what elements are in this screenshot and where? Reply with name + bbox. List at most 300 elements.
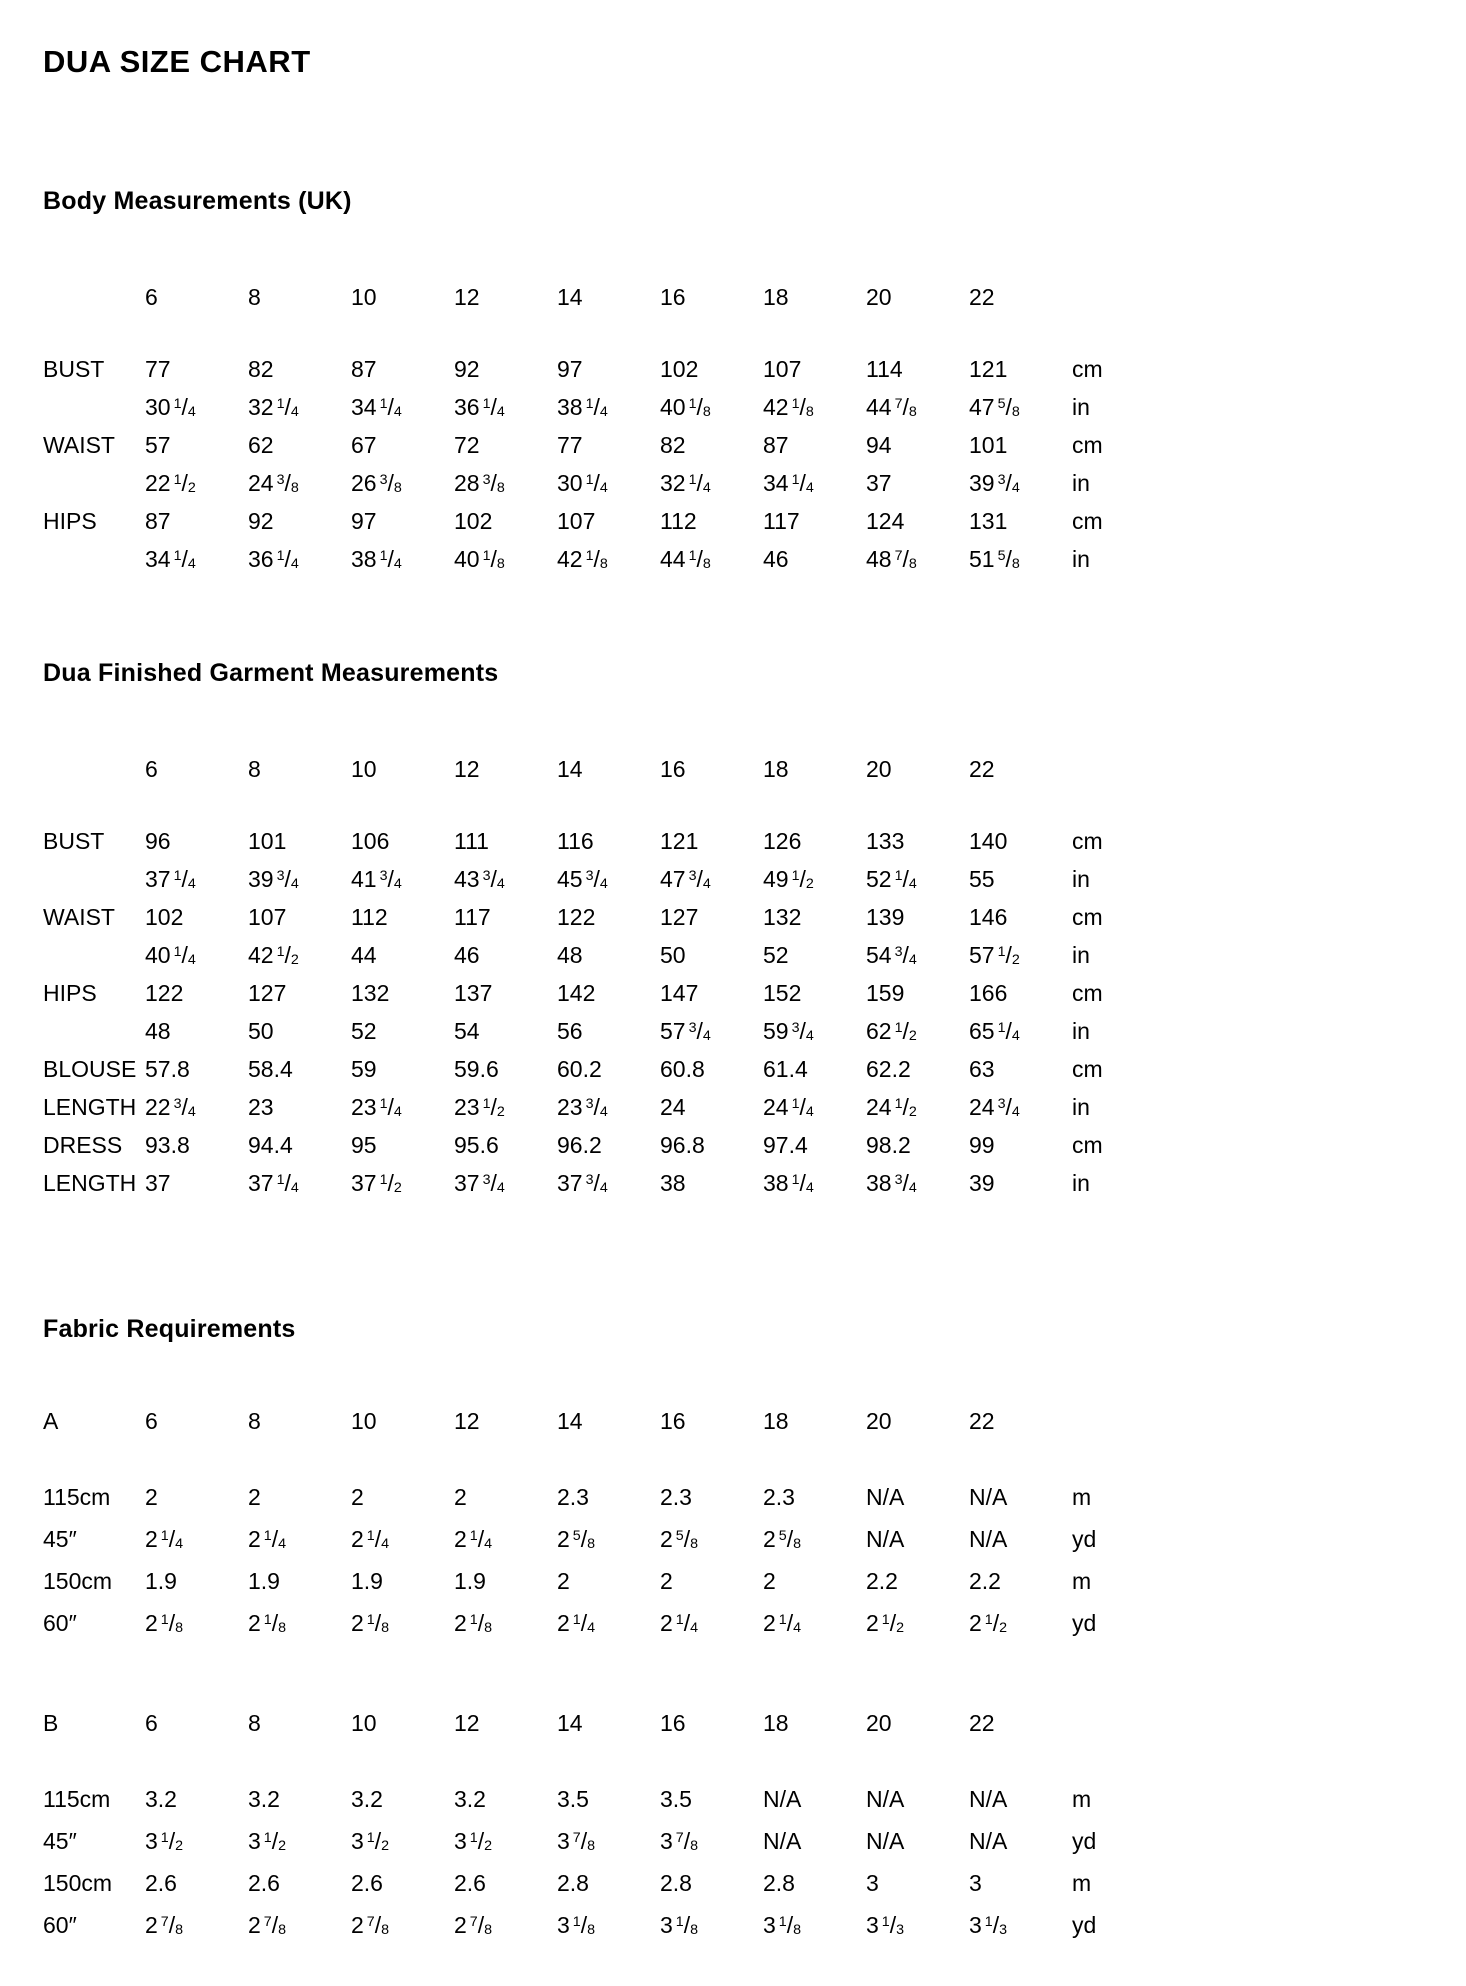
cell-value: 67 <box>351 432 377 458</box>
fraction-value: $^3/_8$ <box>482 470 505 496</box>
size-column-header: 12 <box>454 1710 480 1736</box>
cell-value: 24 <box>660 1094 686 1120</box>
cell-value: 96 <box>145 828 171 854</box>
fraction-value: $^3/_4$ <box>791 1018 814 1044</box>
cell-value: 38 $^1/_4$ <box>557 394 608 420</box>
cell-value: 41 $^3/_4$ <box>351 866 402 892</box>
row-label: LENGTH <box>43 1170 137 1196</box>
size-column-header: 16 <box>660 1408 686 1434</box>
fraction-value: $^1/_2$ <box>379 1170 402 1196</box>
table-row <box>43 1476 1436 1518</box>
cell-value: 37 <box>866 470 892 496</box>
fraction-value: $^3/_4$ <box>482 866 505 892</box>
cell-value: 37 <box>145 1170 171 1196</box>
fraction-value: $^1/_2$ <box>881 1610 905 1636</box>
fraction-value: $^1/_8$ <box>469 1610 493 1636</box>
cell-value: N/A <box>969 1526 1008 1552</box>
unit-label: yd <box>1072 1912 1097 1938</box>
fraction-value: $^3/_4$ <box>482 1170 505 1196</box>
cell-value: 152 <box>763 980 802 1006</box>
cell-value: N/A <box>866 1484 905 1510</box>
fraction-value: $^1/_8$ <box>778 1912 802 1938</box>
cell-value: 45 $^3/_4$ <box>557 866 608 892</box>
cell-value: 97 <box>557 356 583 382</box>
fraction-value: $^1/_4$ <box>688 470 711 496</box>
unit-label: cm <box>1072 1056 1103 1082</box>
cell-value: 52 <box>763 942 789 968</box>
row-label: 45″ <box>43 1526 77 1552</box>
cell-value: 60.8 <box>660 1056 705 1082</box>
row-label: BUST <box>43 356 105 382</box>
fraction-value: $^1/_4$ <box>263 1526 287 1552</box>
cell-value: N/A <box>866 1526 905 1552</box>
cell-value: 2 $^7/_8$ <box>351 1912 390 1938</box>
cell-value: 36 $^1/_4$ <box>454 394 505 420</box>
fraction-value: $^3/_4$ <box>276 866 299 892</box>
fraction-value: $^7/_8$ <box>366 1912 390 1938</box>
size-column-header: 10 <box>351 756 377 782</box>
unit-label: yd <box>1072 1526 1097 1552</box>
cell-value: 102 <box>145 904 184 930</box>
size-column-header: 22 <box>969 1408 995 1434</box>
size-column-header: 14 <box>557 1710 583 1736</box>
table-row <box>43 822 1436 860</box>
cell-value: N/A <box>969 1828 1008 1854</box>
cell-value: 2 <box>763 1568 776 1594</box>
cell-value: 139 <box>866 904 905 930</box>
cell-value: 98.2 <box>866 1132 911 1158</box>
cell-value: 121 <box>660 828 699 854</box>
table-row <box>43 1820 1436 1862</box>
size-column-header: 22 <box>969 1710 995 1736</box>
cell-value: 132 <box>351 980 390 1006</box>
cell-value: 24 $^3/_4$ <box>969 1094 1020 1120</box>
table-row <box>43 464 1436 502</box>
size-column-header: 12 <box>454 756 480 782</box>
unit-label: m <box>1072 1870 1092 1896</box>
row-label: HIPS <box>43 508 97 534</box>
cell-value: 34 $^1/_4$ <box>351 394 402 420</box>
size-column-header: 14 <box>557 756 583 782</box>
cell-value: 122 <box>557 904 596 930</box>
section-body-measurements <box>43 186 1436 578</box>
cell-value: 59 $^3/_4$ <box>763 1018 814 1044</box>
fraction-value: $^1/_4$ <box>379 546 402 572</box>
row-label: 60″ <box>43 1610 77 1636</box>
cell-value: 2 $^1/_4$ <box>763 1610 802 1636</box>
cell-value: 2.6 <box>145 1870 177 1896</box>
cell-value: 3.2 <box>145 1786 177 1812</box>
fraction-value: $^1/_8$ <box>263 1610 287 1636</box>
size-header-row <box>43 754 1436 784</box>
fraction-value: $^1/_2$ <box>173 470 196 496</box>
cell-value: 59.6 <box>454 1056 499 1082</box>
cell-value: 127 <box>660 904 699 930</box>
cell-value: 3.5 <box>557 1786 589 1812</box>
cell-value: 40 $^1/_8$ <box>660 394 711 420</box>
cell-value: 2.3 <box>763 1484 795 1510</box>
cell-value: 51 $^5/_8$ <box>969 546 1020 572</box>
cell-value: 93.8 <box>145 1132 190 1158</box>
unit-label: cm <box>1072 1132 1103 1158</box>
size-column-header: 10 <box>351 1710 377 1736</box>
cell-value: 2.3 <box>557 1484 589 1510</box>
size-column-header: 6 <box>145 284 158 310</box>
size-column-header: 18 <box>763 1408 789 1434</box>
fraction-value: $^1/_8$ <box>791 394 814 420</box>
fraction-value: $^3/_4$ <box>585 1170 608 1196</box>
size-column-header: 10 <box>351 284 377 310</box>
fraction-value: $^1/_4$ <box>379 394 402 420</box>
row-label: 45″ <box>43 1828 77 1854</box>
cell-value: 92 <box>454 356 480 382</box>
fraction-value: $^1/_4$ <box>469 1526 493 1552</box>
fraction-value: $^1/_8$ <box>482 546 505 572</box>
cell-value: 2.2 <box>866 1568 898 1594</box>
fraction-value: $^3/_4$ <box>894 1170 917 1196</box>
cell-value: 2.6 <box>351 1870 383 1896</box>
fraction-value: $^1/_4$ <box>482 394 505 420</box>
cell-value: 56 <box>557 1018 583 1044</box>
size-column-header: 8 <box>248 1710 261 1736</box>
unit-label: in <box>1072 1018 1090 1044</box>
cell-value: 1.9 <box>248 1568 280 1594</box>
cell-value: 47 $^3/_4$ <box>660 866 711 892</box>
size-column-header: 18 <box>763 756 789 782</box>
unit-label: in <box>1072 1094 1090 1120</box>
cell-value: 54 $^3/_4$ <box>866 942 917 968</box>
cell-value: N/A <box>866 1828 905 1854</box>
cell-value: 58.4 <box>248 1056 293 1082</box>
size-column-header: 20 <box>866 1710 892 1736</box>
table-row <box>43 1778 1436 1820</box>
cell-value: 63 <box>969 1056 995 1082</box>
cell-value: 159 <box>866 980 905 1006</box>
cell-value: 2 $^1/_4$ <box>145 1526 184 1552</box>
unit-label: yd <box>1072 1828 1097 1854</box>
size-column-header: 18 <box>763 284 789 310</box>
cell-value: 114 <box>866 356 903 382</box>
cell-value: N/A <box>969 1786 1008 1812</box>
cell-value: 48 <box>557 942 583 968</box>
fraction-value: $^1/_2$ <box>894 1094 917 1120</box>
table-rows <box>43 1778 1436 1946</box>
cell-value: 52 <box>351 1018 377 1044</box>
cell-value: 3.2 <box>351 1786 383 1812</box>
row-label: 150cm <box>43 1870 113 1896</box>
table-rows <box>43 350 1436 578</box>
cell-value: 127 <box>248 980 287 1006</box>
fraction-value: $^3/_4$ <box>997 470 1020 496</box>
unit-label: in <box>1072 942 1090 968</box>
fraction-value: $^1/_4$ <box>173 546 196 572</box>
fraction-value: $^3/_4$ <box>894 942 917 968</box>
fraction-value: $^7/_8$ <box>263 1912 287 1938</box>
table-row <box>43 1518 1436 1560</box>
cell-value: 87 <box>763 432 789 458</box>
fraction-value: $^3/_8$ <box>379 470 402 496</box>
row-label: DRESS <box>43 1132 123 1158</box>
cell-value: 102 <box>454 508 493 534</box>
cell-value: 39 $^3/_4$ <box>248 866 299 892</box>
table-row <box>43 1904 1436 1946</box>
cell-value: 96.2 <box>557 1132 602 1158</box>
cell-value: 3.2 <box>248 1786 280 1812</box>
size-column-header: 12 <box>454 284 480 310</box>
fraction-value: $^5/_8$ <box>572 1526 596 1552</box>
unit-label: in <box>1072 470 1090 496</box>
cell-value: 107 <box>248 904 287 930</box>
size-header-row <box>43 282 1436 312</box>
section-fabric-requirements <box>43 1314 1436 1946</box>
cell-value: 38 <box>660 1170 686 1196</box>
row-label: HIPS <box>43 980 97 1006</box>
cell-value: 62 $^1/_2$ <box>866 1018 917 1044</box>
body-measurements-heading: Body Measurements (UK) <box>43 187 352 215</box>
cell-value: 2 $^5/_8$ <box>660 1526 699 1552</box>
cell-value: 2 $^1/_8$ <box>248 1610 287 1636</box>
fraction-value: $^1/_8$ <box>688 394 711 420</box>
cell-value: 37 $^3/_4$ <box>454 1170 505 1196</box>
cell-value: 77 <box>145 356 171 382</box>
fraction-value: $^1/_2$ <box>160 1828 184 1854</box>
cell-value: 3 $^1/_3$ <box>866 1912 905 1938</box>
fraction-value: $^3/_4$ <box>173 1094 196 1120</box>
cell-value: 97.4 <box>763 1132 808 1158</box>
size-column-header: 8 <box>248 284 261 310</box>
finished-garment-table <box>43 754 1436 1202</box>
cell-value: 87 <box>351 356 377 382</box>
unit-label: in <box>1072 1170 1090 1196</box>
cell-value: 82 <box>660 432 686 458</box>
cell-value: 2 $^1/_4$ <box>248 1526 287 1552</box>
cell-value: 48 <box>145 1018 171 1044</box>
cell-value: 147 <box>660 980 699 1006</box>
fraction-value: $^1/_4$ <box>585 394 608 420</box>
cell-value: 95 <box>351 1132 377 1158</box>
fraction-value: $^1/_2$ <box>997 942 1020 968</box>
fraction-value: $^1/_4$ <box>791 470 814 496</box>
fraction-value: $^1/_4$ <box>379 1094 402 1120</box>
cell-value: 48 $^7/_8$ <box>866 546 917 572</box>
cell-value: 2 $^1/_2$ <box>866 1610 905 1636</box>
fraction-value: $^7/_8$ <box>675 1828 699 1854</box>
cell-value: 2.6 <box>454 1870 486 1896</box>
fraction-value: $^3/_4$ <box>585 1094 608 1120</box>
cell-value: 3 $^1/_8$ <box>557 1912 596 1938</box>
cell-value: 2 <box>660 1568 673 1594</box>
cell-value: 2 $^7/_8$ <box>145 1912 184 1938</box>
cell-value: 50 <box>248 1018 274 1044</box>
cell-value: 52 $^1/_4$ <box>866 866 917 892</box>
row-label: WAIST <box>43 904 115 930</box>
cell-value: 57.8 <box>145 1056 190 1082</box>
fraction-value: $^1/_2$ <box>469 1828 493 1854</box>
cell-value: 46 <box>763 546 789 572</box>
fabric-requirements-heading: Fabric Requirements <box>43 1315 296 1343</box>
fraction-value: $^1/_2$ <box>791 866 814 892</box>
cell-value: 39 $^3/_4$ <box>969 470 1020 496</box>
fraction-value: $^1/_4$ <box>276 394 299 420</box>
fraction-value: $^1/_2$ <box>366 1828 390 1854</box>
cell-value: 3 $^7/_8$ <box>557 1828 596 1854</box>
size-column-header: 8 <box>248 1408 261 1434</box>
cell-value: 38 $^3/_4$ <box>866 1170 917 1196</box>
cell-value: 1.9 <box>351 1568 383 1594</box>
cell-value: 96.8 <box>660 1132 705 1158</box>
table-row <box>43 1050 1436 1088</box>
cell-value: 62 <box>248 432 274 458</box>
fraction-value: $^1/_8$ <box>688 546 711 572</box>
cell-value: 77 <box>557 432 583 458</box>
cell-value: 3 $^1/_8$ <box>660 1912 699 1938</box>
cell-value: 117 <box>454 904 491 930</box>
cell-value: 3 $^1/_2$ <box>454 1828 493 1854</box>
cell-value: N/A <box>969 1484 1008 1510</box>
fraction-value: $^1/_8$ <box>675 1912 699 1938</box>
cell-value: 62.2 <box>866 1056 911 1082</box>
cell-value: 23 $^1/_4$ <box>351 1094 402 1120</box>
fraction-value: $^1/_4$ <box>585 470 608 496</box>
fraction-value: $^1/_8$ <box>366 1610 390 1636</box>
cell-value: 37 $^3/_4$ <box>557 1170 608 1196</box>
cell-value: 44 $^7/_8$ <box>866 394 917 420</box>
fraction-value: $^1/_3$ <box>984 1912 1008 1938</box>
size-column-header: 16 <box>660 756 686 782</box>
fraction-value: $^1/_8$ <box>160 1610 184 1636</box>
cell-value: 3 $^1/_2$ <box>351 1828 390 1854</box>
cell-value: 2 $^7/_8$ <box>454 1912 493 1938</box>
table-row <box>43 1560 1436 1602</box>
table-row <box>43 540 1436 578</box>
cell-value: 2 $^1/_4$ <box>454 1526 493 1552</box>
cell-value: 116 <box>557 828 594 854</box>
cell-value: 32 $^1/_4$ <box>660 470 711 496</box>
size-column-header: 6 <box>145 1710 158 1736</box>
cell-value: 2 <box>248 1484 261 1510</box>
size-column-header: 14 <box>557 1408 583 1434</box>
cell-value: 3 $^1/_2$ <box>248 1828 287 1854</box>
fraction-value: $^1/_4$ <box>276 1170 299 1196</box>
cell-value: 65 $^1/_4$ <box>969 1018 1020 1044</box>
row-label: LENGTH <box>43 1094 137 1120</box>
cell-value: 37 $^1/_4$ <box>145 866 196 892</box>
fraction-value: $^7/_8$ <box>469 1912 493 1938</box>
cell-value: 3 $^1/_3$ <box>969 1912 1008 1938</box>
table-row <box>43 1088 1436 1126</box>
size-column-header: 16 <box>660 1710 686 1736</box>
cell-value: 140 <box>969 828 1008 854</box>
row-label: BUST <box>43 828 105 854</box>
section-finished-garment <box>43 658 1436 1202</box>
cell-value: 37 $^1/_4$ <box>248 1170 299 1196</box>
unit-label: in <box>1072 394 1090 420</box>
cell-value: 137 <box>454 980 493 1006</box>
table-row <box>43 350 1436 388</box>
fraction-value: $^1/_4$ <box>675 1610 699 1636</box>
cell-value: 95.6 <box>454 1132 499 1158</box>
fraction-value: $^1/_4$ <box>276 546 299 572</box>
cell-value: 24 $^3/_8$ <box>248 470 299 496</box>
table-row <box>43 1012 1436 1050</box>
cell-value: 72 <box>454 432 480 458</box>
fraction-value: $^7/_8$ <box>894 546 917 572</box>
cell-value: 2 <box>145 1484 158 1510</box>
fraction-value: $^1/_4$ <box>173 394 196 420</box>
cell-value: 94 <box>866 432 892 458</box>
table-row <box>43 388 1436 426</box>
table-row <box>43 426 1436 464</box>
fraction-value: $^1/_4$ <box>173 942 196 968</box>
row-label: 115cm <box>43 1786 111 1812</box>
fraction-value: $^3/_4$ <box>379 866 402 892</box>
size-column-header: 22 <box>969 284 995 310</box>
size-column-header: 20 <box>866 1408 892 1434</box>
row-label: 115cm <box>43 1484 111 1510</box>
fraction-value: $^7/_8$ <box>894 394 917 420</box>
fabric-table-a <box>43 1406 1436 1644</box>
cell-value: 44 <box>351 942 377 968</box>
cell-value: 2 $^5/_8$ <box>557 1526 596 1552</box>
corner-label: B <box>43 1710 59 1736</box>
unit-label: cm <box>1072 980 1103 1006</box>
cell-value: 3 $^7/_8$ <box>660 1828 699 1854</box>
cell-value: 23 $^3/_4$ <box>557 1094 608 1120</box>
table-rows <box>43 822 1436 1202</box>
cell-value: 23 $^1/_2$ <box>454 1094 505 1120</box>
cell-value: 2.8 <box>763 1870 795 1896</box>
cell-value: N/A <box>763 1828 802 1854</box>
cell-value: 107 <box>763 356 802 382</box>
size-column-header: 12 <box>454 1408 480 1434</box>
cell-value: 3 <box>969 1870 982 1896</box>
cell-value: 49 $^1/_2$ <box>763 866 814 892</box>
fraction-value: $^1/_4$ <box>778 1610 802 1636</box>
size-column-header: 18 <box>763 1710 789 1736</box>
cell-value: 3 $^1/_8$ <box>763 1912 802 1938</box>
fraction-value: $^1/_4$ <box>894 866 917 892</box>
cell-value: 38 $^1/_4$ <box>763 1170 814 1196</box>
cell-value: 42 $^1/_2$ <box>248 942 299 968</box>
cell-value: 99 <box>969 1132 995 1158</box>
fraction-value: $^1/_3$ <box>881 1912 905 1938</box>
cell-value: 124 <box>866 508 905 534</box>
cell-value: 121 <box>969 356 1008 382</box>
size-header-row <box>43 1708 1436 1738</box>
row-label: 60″ <box>43 1912 77 1938</box>
fraction-value: $^5/_8$ <box>997 546 1020 572</box>
cell-value: 2 $^1/_8$ <box>454 1610 493 1636</box>
cell-value: 61.4 <box>763 1056 808 1082</box>
fraction-value: $^1/_4$ <box>572 1610 596 1636</box>
cell-value: 2 $^1/_4$ <box>557 1610 596 1636</box>
cell-value: 2 $^7/_8$ <box>248 1912 287 1938</box>
fraction-value: $^7/_8$ <box>160 1912 184 1938</box>
cell-value: 42 $^1/_8$ <box>557 546 608 572</box>
fraction-value: $^7/_8$ <box>572 1828 596 1854</box>
table-row <box>43 974 1436 1012</box>
table-row <box>43 898 1436 936</box>
cell-value: 2.6 <box>248 1870 280 1896</box>
cell-value: 54 <box>454 1018 480 1044</box>
fraction-value: $^1/_2$ <box>482 1094 505 1120</box>
unit-label: m <box>1072 1484 1092 1510</box>
fraction-value: $^1/_4$ <box>366 1526 390 1552</box>
cell-value: 30 $^1/_4$ <box>145 394 196 420</box>
cell-value: 3.5 <box>660 1786 692 1812</box>
table-row <box>43 1126 1436 1164</box>
cell-value: 131 <box>969 508 1008 534</box>
